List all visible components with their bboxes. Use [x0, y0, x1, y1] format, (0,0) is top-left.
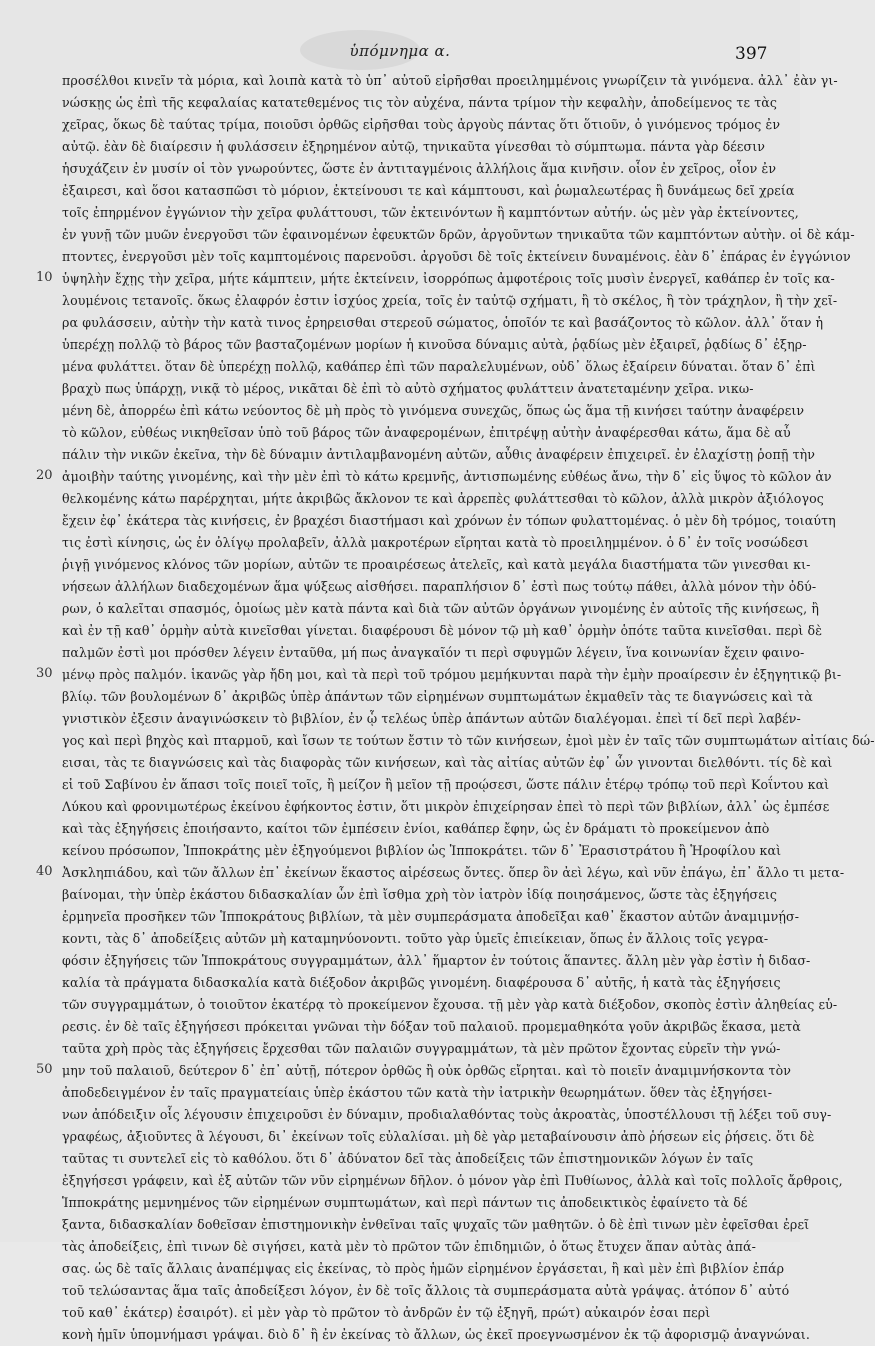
text-line: γνιστικὸν ἐξεσιν ἀναγινώσκειν τὸ βιβλίον, ἐν ᾧ τελέως ὑπὲρ ἁπάντων αὐτῶν διαλέγομαι. ἐπεὶ τί δεῖ περὶ λαβέν- [62, 711, 801, 726]
text-line: κοντι, τὰς δ᾽ ἀποδείξεις αὐτῶν μὴ καταμηνύονοντι. τοῦτο γὰρ ὑμεῖς ἐπιείκειαν, ὅπως ἐν ἄλλοις τοῖς γεγρα- [62, 931, 769, 946]
body-text [62, 70, 875, 1346]
text-line: αὐτῷ. ἐὰν δὲ διαίρεσιν ἡ φυλάσσειν ἐξηρημένον αὐτῷ, τηνικαῦτα γίνεσθαι τὸ σύμπτωμα. πάντα γὰρ δέεσιν [62, 139, 766, 154]
page-number: 397 [735, 44, 768, 64]
text-line: θελκομένης κάτω παρέρχηται, μήτε ἀκριβῶς ἄκλονον τε καὶ ἀρρεπὲς φυλάττεσθαι τὸ κῶλον, ἀλλὰ μικρὸν ἀξιόλογος [62, 491, 824, 506]
text-line: ρων, ὁ καλεῖται σπασμός, ὁμοίως μὲν κατὰ πάντα καὶ διὰ τῶν αὐτῶν ὀργάνων γινομένης ἐν αὐτοῖς τῆς κινήσεως, ἢ [62, 601, 819, 616]
text-line: λουμένοις τετανοῖς. ὅκως ἐλαφρόν ἐστιν ἰσχύος χρεία, τοῖς ἐν ταὐτῷ σχήματι, ἢ τὸ σκέλος, ἢ τὸν τράχηλον, ἢ τὴν χεῖ- [62, 293, 838, 308]
text-line: τὸ κῶλον, εὐθέως νικηθεῖσαν ὑπὸ τοῦ βάρος τῶν ἀναφερομένων, ἐπιτρέψῃ αὐτὴν ἀναφέρεσθαι κάτω, ἅμα δὲ αὖ [62, 425, 791, 440]
text-line: ὑψηλὴν ἔχῃς τὴν χεῖρα, μήτε κάμπτειν, μήτε ἐκτείνειν, ἰσορρόπως ἀμφοτέροις τοῖς μυσὶν ἐνεργεῖ, καθάπερ ἐν τοῖς κα- [62, 271, 835, 286]
margin-line-number: 50 [36, 1062, 53, 1077]
text-line: τοῖς ἐπηρμένον ἐγγώνιον τὴν χεῖρα φυλάττουσι, τῶν ἐκτεινόντων ἢ καμπτόντων αὐτήν. ὡς μὲν γὰρ ἐκτείνοντες, [62, 205, 799, 220]
text-line: νήσεων ἀλλήλων διαδεχομένων ἅμα ψύξεως αἰσθήσει. παραπλήσιον δ᾽ ἐστὶ πως τούτῳ πάθει, ἀλλὰ μόνον τὴν ὀδύ- [62, 579, 817, 594]
text-line: πτοντες, ἐνεργοῦσι μὲν τοῖς καμπτομένοις παρενοῦσι. ἀργοῦσι δὲ τοῖς ἐκτείνειν δυναμένοις. ἐὰν δ᾽ ἐπάρας ἐν ἐγγώνιον [62, 249, 851, 264]
text-line: εισαι, τὰς τε διαγνώσεις καὶ τὰς διαφορὰς τῶν κινήσεων, καὶ τὰς αἰτίας αὐτῶν ἐφ᾽ ὧν γινονται διελθόντι. τίς δὲ καὶ [62, 755, 833, 770]
text-line: μένῳ πρὸς παλμόν. ἱκανῶς γὰρ ἤδη μοι, καὶ τὰ περὶ τοῦ τρόμου μεμήκυνται παρὰ τὴν ἐμὴν προαίρεσιν ἐν ἐξηγητικῷ βι- [62, 667, 842, 682]
text-line: ξαντα, διδασκαλίαν δοθεῖσαν ἐπιστημονικὴν ἐνθεῖναι ταῖς ψυχαῖς τῶν μαθητῶν. ὁ δὲ ἐπὶ τινων μὲν ἐφεῖσθαι ἐρεῖ [62, 1217, 810, 1232]
text-line: ἐν γυνῇ τῶν μυῶν ἐνεργοῦσι τῶν ἐφαινομένων ἐφευκτῶν δρῶν, ἀργοῦντων τηνικαῦτα τῶν καμπτόντων αὐτὴν. οἱ δὲ κάμ- [62, 227, 855, 242]
text-line: ἡσυχάζειν ἐν μυσίν οἱ τὸν γνωρούντες, ὥστε ἐν ἀντιταγμένοις ἀλλήλοις ἅμα κινῆσιν. οἷον ἐν χεῖρος, οἷον ἐν [62, 161, 777, 176]
text-line: σας. ὡς δὲ ταῖς ἄλλαις ἀναπέμψας εἰς ἐκείνας, τὸ πρὸς ἡμῶν εἰρημένον ἐργάσεται, ἢ καὶ μὲν ἐπὶ βιβλίον ἐπάρ [62, 1261, 785, 1276]
text-line: ἀποδεδειγμένον ἐν ταῖς πραγματείαις ὑπὲρ ἑκάστου τῶν κατὰ τὴν ἰατρικὴν θεωρημάτων. ὅθεν τὰς ἐξηγήσει- [62, 1085, 773, 1100]
text-line: νώσκῃς ὡς ἐπὶ τῆς κεφαλαίας κατατεθεμένος τις τὸν αὐχένα, πάντα τρίμον τὴν κεφαλὴν, ἀποδείμενος τε τὰς [62, 95, 778, 110]
text-line: παλμῶν ἐστὶ μοι πρόσθεν λέγειν ἐνταῦθα, μή πως ἀναγκαῖόν τι περὶ σφυγμῶν λέγειν, ἵνα κοινωνίαν ἔχειν φαινο- [62, 645, 805, 660]
margin-line-number: 30 [36, 666, 53, 681]
text-line: καλία τὰ πράγματα διδασκαλία κατὰ διέξοδον ἀκριβῶς γινομένη. διαφέρουσα δ᾽ αὐτῆς, ἡ κατὰ τὰς ἐξηγήσεις [62, 975, 781, 990]
text-line: γος καὶ περὶ βηχὸς καὶ πταρμοῦ, καὶ ἴσων τε τούτων ἔστιν τὸ τῶν κινήσεων, ἐμοὶ μὲν ἐν ταῖς τῶν συμπτωμάτων αἰτίαις δώ- [62, 733, 875, 748]
text-line: ἐξαιρεσι, καὶ ὅσοι κατασπῶσι τὸ μόριον, ἐκτείνουσι τε καὶ κάμπτουσι, καὶ ῥωμαλεωτέρας ἢ δυνάμεως δεῖ χρεία [62, 183, 795, 198]
text-line: τοῦ καθ᾽ ἑκάτερ) ἐσαιρότ). εἰ μὲν γὰρ τὸ πρῶτον τὸ ἀνδρῶν ἐν τῷ ἐξηγῆ, πρώτ) αὐκαιρόν ἐσαι περὶ [62, 1305, 711, 1320]
text-line: κείνου πρόσωπον, Ἱπποκράτης μὲν ἐξηγούμενοι βιβλίον ὡς Ἱπποκράτει. τῶν δ᾽ Ἐρασιστράτου ἢ Ἡροφίλου καὶ [62, 843, 782, 858]
running-head: ὑπόμνημα α. [349, 42, 451, 60]
text-line: Λύκου καὶ φρονιμωτέρως ἐκείνου ἐφήκοντος ἐστιν, ὅτι μικρὸν ἐπιχείρησαν ἐπεὶ τὸ περὶ τῶν βιβλίων, ἀλλ᾽ ὡς ἐμπέσε [62, 799, 830, 814]
text-line: τὰς ἀποδείξεις, ἐπὶ τινων δὲ σιγήσει, κατὰ μὲν τὸ πρῶτον τῶν ἐπιδημιῶν, ὁ ὅτως ἔτυχεν ἅπαν αὐτὰς ἀπά- [62, 1239, 757, 1254]
text-line: ἀμοιβὴν ταύτης γινομένης, καὶ τὴν μὲν ἐπὶ τὸ κάτω κρεμνῆς, ἀντισπωμένης εὐθέως ἄνω, τὴν δ᾽ εἰς ὕψος τὸ κῶλον ἀν [62, 469, 832, 484]
text-line: Ἱπποκράτης μεμνημένος τῶν εἰρημένων συμπτωμάτων, καὶ περὶ πάντων τις ἀποδεικτικὸς ἐφαίνετο τὰ δέ [62, 1195, 748, 1210]
text-line: μην τοῦ παλαιοῦ, δεύτερον δ᾽ ἐπ᾽ αὐτῇ, πότερον ὀρθῶς ἢ οὐκ ὀρθῶς εἴρηται. καὶ τὸ ποιεῖν ἀναμιμνήσκοντα τὸν [62, 1063, 792, 1078]
text-line: ὑπερέχῃ πολλῷ τὸ βάρος τῶν βασταζομένων μορίων ἡ κινοῦσα δύναμις αὐτὰ, ῥᾳδίως μὲν ἐξαιρεῖ, ῥᾳδίως δ᾽ ἐξηρ- [62, 337, 807, 352]
text-line: ταῦτας τι συντελεῖ εἰς τὸ καθόλου. ὅτι δ᾽ ἀδύνατον δεῖ τὰς ἀποδείξεις τῶν ἐπιστημονικῶν λόγων ἐν ταῖς [62, 1151, 754, 1166]
text-line: ῥιγῇ γινόμενος κλόνος τῶν μορίων, αὐτῶν τε προαιρέσεως ἀτελεῖς, καὶ κατὰ μεγάλα διαστήματα τῶν γινεσθαι κι- [62, 557, 811, 572]
text-line: πάλιν τὴν νικῶν ἐκεῖνα, τὴν δὲ δύναμιν ἀντιλαμβανομένη αὐτῶν, αὖθις ἀναφέρειν ἐπιχειρεῖ. ἐν ἐλαχίστῃ ῥοπῇ τὴν [62, 447, 816, 462]
text-line: νων ἀπόδειξιν οἷς λέγουσιν ἐπιχειροῦσι ἐν δύναμιν, προδιαλαθόντας τοὺς ἀκροατὰς, ὑποστέλλουσι τῇ λέξει τοῦ συγ- [62, 1107, 832, 1122]
text-line: μένη δὲ, ἀπορρέω ἐπὶ κάτω νεύοντος δὲ μὴ πρὸς τὸ γινόμενα συνεχῶς, ὅπως ὡς ἅμα τῇ κινήσει ταύτην ἀναφέρειν [62, 403, 805, 418]
text-line: γραφέως, ἀξιοῦντες ἃ λέγουσι, δι᾽ ἐκείνων τοῖς εὐλαλίσαι. μὴ δὲ γὰρ μεταβαίνουσιν ἀπὸ ῥήσεων εἰς ῥήσεις. ὅτι δὲ [62, 1129, 815, 1144]
text-line: προσέλθοι κινεῖν τὰ μόρια, καὶ λοιπὰ κατὰ τὸ ὑπ᾽ αὐτοῦ εἰρῆσθαι προειλημμένοις γνωρίζειν τὰ γινόμενα. ἀλλ᾽ ἐὰν γι- [62, 73, 838, 88]
text-line: βλίῳ. τῶν βουλομένων δ᾽ ἀκριβῶς ὑπὲρ ἁπάντων τῶν εἰρημένων συμπτωμάτων ἐκμαθεῖν τὰς τε διαγνώσεις καὶ τὰ [62, 689, 813, 704]
text-line: κονὴ ἡμῖν ὑπομνήμασι γράψαι. διὸ δ᾽ ἢ ἐν ἐκείνας τὸ ἄλλων, ὡς ἐκεῖ προεγνωσμένον ἐκ τῷ ἀφορισμῷ ἀναγνώναι. [62, 1327, 810, 1342]
text-line: ταῦτα χρὴ πρὸς τὰς ἐξηγήσεις ἔρχεσθαι τῶν παλαιῶν συγγραμμάτων, τὰ μὲν πρῶτον ἔχοντας εὑρεῖν τὴν γνώ- [62, 1041, 781, 1056]
margin-line-number: 10 [36, 270, 53, 285]
text-line: ρα φυλάσσειν, αὐτὴν τὴν κατὰ τινος ἐρηρεισθαι στερεοῦ σώματος, ὁποῖόν τε καὶ βασάζοντος τὸ κῶλον. ἀλλ᾽ ὅταν ἡ [62, 315, 824, 330]
text-line: βραχὺ πως ὑπάρχῃ, νικᾷ τὸ μέρος, νικᾶται δὲ ἐπὶ τὸ αὐτὸ σχήματος φυλάττειν ἀνατεταμένην χεῖρα. νικω- [62, 381, 754, 396]
text-line: τις ἐστὶ κίνησις, ὡς ἐν ὀλίγῳ προλαβεῖν, ἀλλὰ μακροτέρων εἴρηται κατὰ τὸ προειλημμένον. ὁ δ᾽ ἐν τοῖς νοσώδεσι [62, 535, 809, 550]
text-line: φόσιν ἐξηγήσεις τῶν Ἱπποκράτους συγγραμμάτων, ἀλλ᾽ ἥμαρτον ἐν τούτοις ἅπαντες. ἄλλη μὲν γὰρ ἐστὶν ἡ διδασ- [62, 953, 811, 968]
text-line: χεῖρας, ὅκως δὲ ταύτας τρίμα, ποιοῦσι ὀρθῶς εἰρῆσθαι τοὺς ἀργοὺς πάντας ὅτι ὅτιοῦν, ὁ γινόμενος τρόμος ἐν [62, 117, 781, 132]
text-line: ἔχειν ἐφ᾽ ἑκάτερα τὰς κινήσεις, ἐν βραχέσι διαστήμασι καὶ χρόνων ἐν τόπων φυλαττομένας. ὁ μὲν δὴ τρόμος, τοιαύτη [62, 513, 836, 528]
text-line: καὶ τὰς ἐξηγήσεις ἐποιήσαντο, καίτοι τῶν ἐμπέσειν ἐνίοι, καθάπερ ἔφην, ὡς ἐν δράματι τὸ προκείμενον ἀπὸ [62, 821, 770, 836]
text-line: εἰ τοῦ Σαβίνου ἐν ἅπασι τοῖς ποιεῖ τοῖς, ἢ μείζον ἢ μεῖον τῇ προῴσεσι, ὥστε πάλιν ἑτέρῳ τρόπῳ τοῦ περὶ Κοΐντου καὶ [62, 777, 830, 792]
margin-line-number: 40 [36, 864, 53, 879]
text-line: τοῦ τελώσαντας ἅμα ταῖς ἀποδείξεσι λόγον, ἐν δὲ τοῖς ἄλλοις τὰ συμπεράσματα αὐτὰ γράψας. ἀτόπον δ᾽ αὐτό [62, 1283, 790, 1298]
text-line: καὶ ἐν τῇ καθ᾽ ὁρμὴν αὐτὰ κινεῖσθαι γίνεται. διαφέρουσι δὲ μόνον τῷ μὴ καθ᾽ ὁρμὴν ὁπότε ταῦτα κινεῖσθαι. περὶ δὲ [62, 623, 823, 638]
text-line: ἐξηγήσεσι γράφειν, καὶ ἐξ αὐτῶν τῶν νῦν εἰρημένων δῆλον. ὁ μόνον γὰρ ἐπὶ Πυθίωνος, ἀλλὰ καὶ τοῖς πολλοῖς ἄρθροις, [62, 1173, 843, 1188]
text-line: τῶν συγγραμμάτων, ὁ τοιοῦτον ἑκατέρᾳ τὸ προκείμενον ἔχουσα. τῇ μὲν γὰρ κατὰ διέξοδον, σκοπὸς ἐστὶν ἀληθείας εὑ- [62, 997, 838, 1012]
margin-line-number: 20 [36, 468, 53, 483]
text-line: μένα φυλάττει. ὅταν δὲ ὑπερέχῃ πολλῷ, καθάπερ ἐπὶ τῶν παραλελυμένων, οὐδ᾽ ὅλως ἐξαίρειν δύναται. ὅταν δ᾽ ἐπὶ [62, 359, 816, 374]
text-line: Ἀσκληπιάδου, καὶ τῶν ἄλλων ἐπ᾽ ἐκείνων ἕκαστος αἱρέσεως ὄντες. ὅπερ ὂν ἀεὶ λέγω, καὶ νῦν ἐπάγω, ἐπ᾽ ἄλλο τι μετα- [62, 865, 845, 880]
text-line: βαίνομαι, τὴν ὑπὲρ ἑκάστου διδασκαλίαν ὧν ἐπὶ ἴσθμα χρὴ τὸν ἰατρὸν ἰδίᾳ ποιησάμενος, ὥστε τὰς ἐξηγήσεις [62, 887, 778, 902]
text-line: ἑρμηνεῖα προσῆκεν τῶν Ἱπποκράτους βιβλίων, τὰ μὲν συμπεράσματα ἀποδεῖξαι καθ᾽ ἕκαστον αὐτῶν ἀναμιμνῄσ- [62, 909, 800, 924]
text-line: ρεσις. ἐν δὲ ταῖς ἐξηγήσεσι πρόκειται γνῶναι τὴν δόξαν τοῦ παλαιοῦ. προμεμαθηκότα γοῦν ἀκριβῶς ἕκασα, μετὰ [62, 1019, 801, 1034]
